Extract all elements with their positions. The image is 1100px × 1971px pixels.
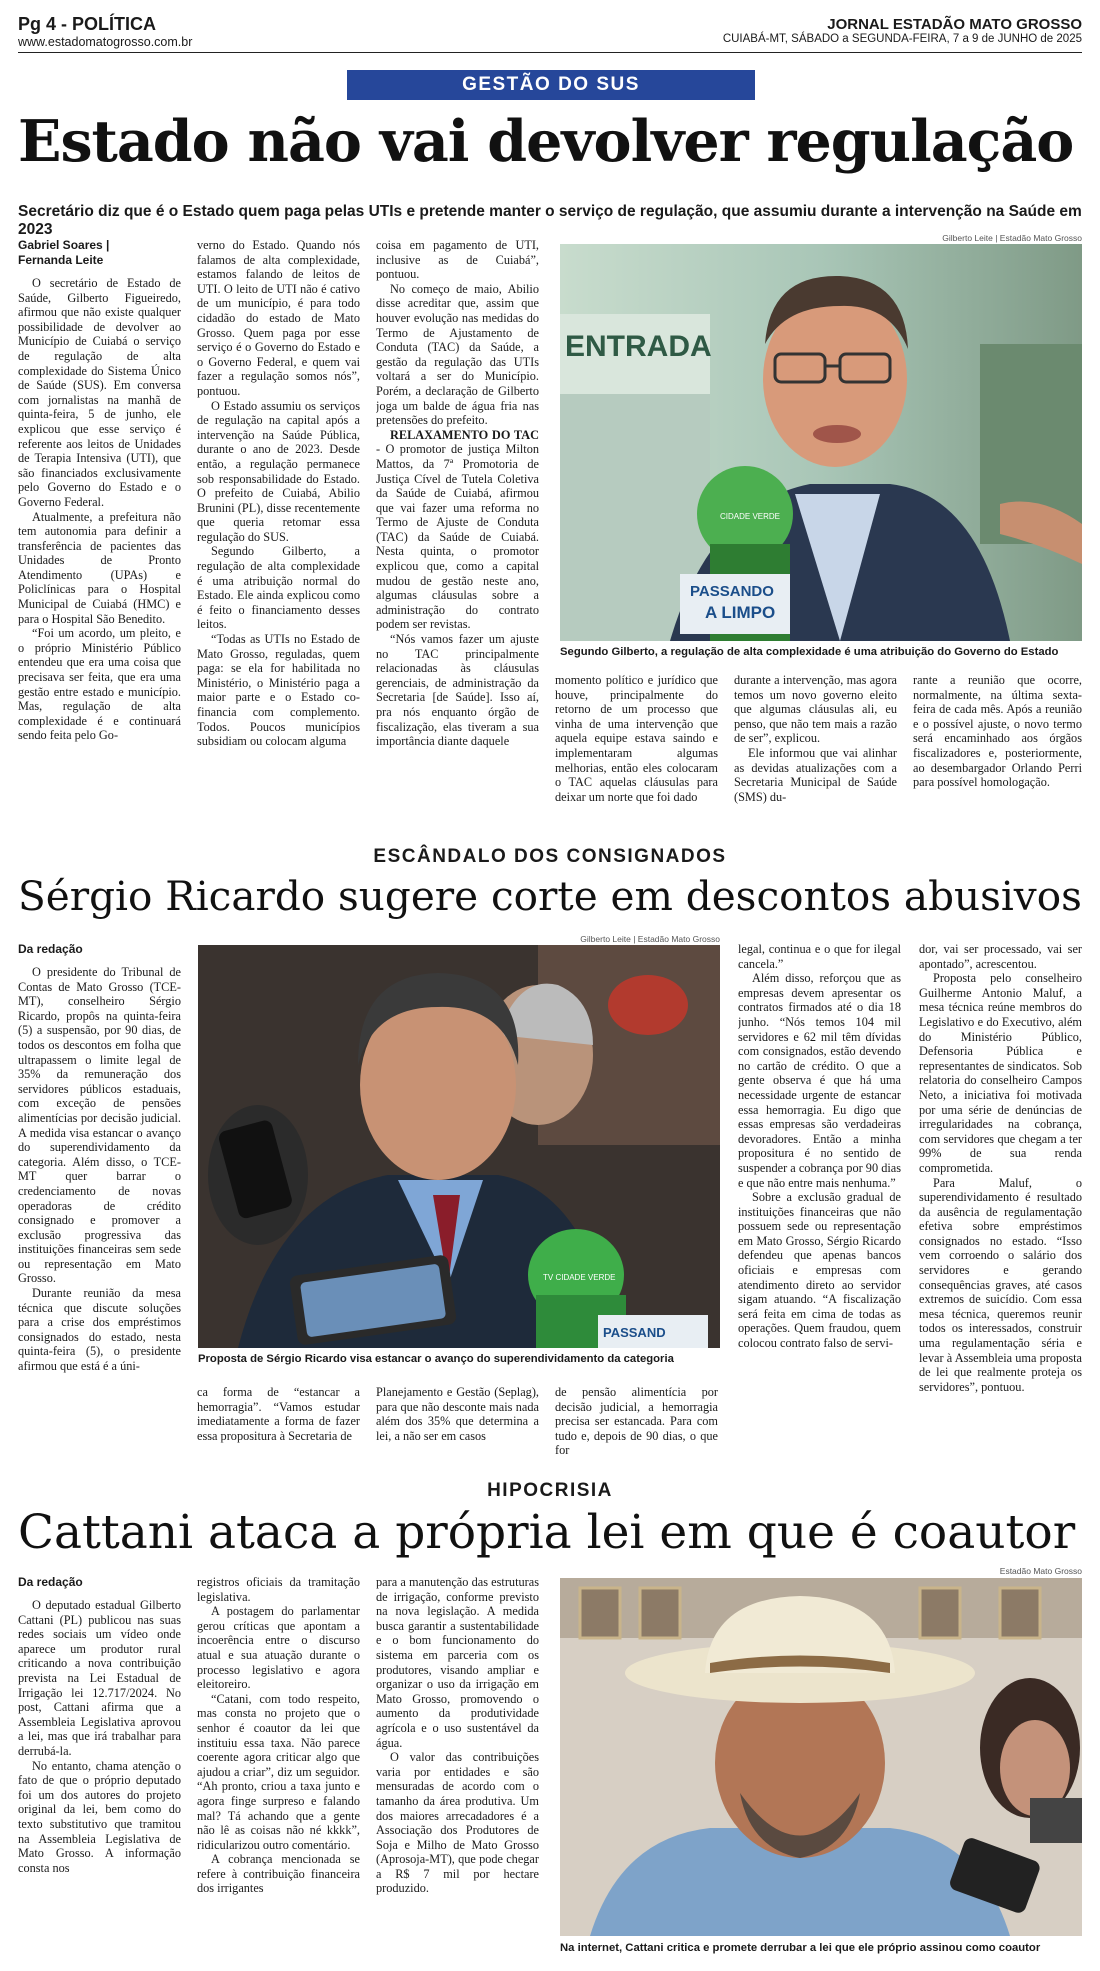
article2-photo-credit: Gilberto Leite | Estadão Mato Grosso	[580, 934, 720, 944]
article1-photo-credit: Gilberto Leite | Estadão Mato Grosso	[942, 233, 1082, 243]
microphone-text-1: PASSANDO	[690, 583, 774, 600]
paragraph: Ele informou que vai alinhar as devidas atualizações com a Secretaria Municipal de Saúde (SMS) du-	[734, 745, 897, 804]
article3-column-3	[376, 1575, 539, 1960]
article3-column-1	[18, 1575, 181, 1960]
dateline: CUIABÁ-MT, SÁBADO a SEGUNDA-FEIRA, 7 a 9 de JUNHO de 2025	[722, 33, 1082, 45]
article1-caption: Segundo Gilberto, a regulação de alta complexidade é uma atribuição do Governo do Estado	[560, 646, 1059, 658]
photo-sign-text: ENTRADA	[565, 330, 712, 363]
paragraph: rante a reunião que ocorre, normalmente, na última sexta-feira de cada mês. Após a reunião e o possível ajuste, o novo termo será encaminhado aos órgãos fiscalizadores e, posteriormente, ao desembargador Orlando Perri para possível homologação.	[913, 673, 1082, 790]
paragraph: dor, vai ser processado, vai ser apontado”, acrescentou.	[919, 942, 1082, 971]
article1-photo	[560, 244, 1082, 641]
paragraph: Sobre a exclusão gradual de instituições financeiras que não possuem sede ou representação em Mato Grosso, Sérgio Ricardo defendeu que apenas bancos oficiais e empresas com atendimento direto ao servidor sigam atuando. “A fiscalização será feita em cima de todas as operações. Quem fraudou, quem colocou contrato falso de servi-	[738, 1190, 901, 1351]
paragraph: “Catani, com todo respeito, mas consta no projeto que o senhor é coautor da lei que instituiu essa taxa. Não parece coerente agora criticar algo que ajudou a criar”, diz um seguidor. “Ah pronto, criou a taxa junto e agora finge surpreso e falando mal? Tá achando que a gente não lê as coisas não né kkkk”, ridicularizou outro comentário.	[197, 1691, 360, 1852]
article1-byline	[18, 238, 181, 268]
article2-column-1	[18, 942, 181, 1462]
paragraph: coisa em pagamento de UTI, inclusive as de Cuiabá”, pontuou.	[376, 238, 539, 282]
site-url[interactable]: www.estadomatogrosso.com.br	[18, 35, 193, 49]
paragraph: O presidente do Tribunal de Contas de Mato Grosso (TCE-MT), conselheiro Sérgio Ricardo, propôs na quinta-feira (5) a suspensão, por 90 dias, de todos os descontos em folha que ultrapassem o limite legal de 35% da remuneração dos servidores públicos estaduais, com exceção de pensões alimentícias por decisão judicial. A medida visa estancar o avanço do superendividamento da categoria. Além disso, o TCE-MT quer barrar o credenciamento de novas operadoras de crédito consignado e promover a exclusão progressiva das instituições financeiras sem sede ou representação em Mato Grosso.	[18, 965, 181, 1286]
paragraph: registros oficiais da tramitação legislativa.	[197, 1575, 360, 1604]
article1-deck: Secretário diz que é o Estado quem paga pelas UTIs e pretende manter o serviço de regulação, que assumiu durante a intervenção na Saúde em 2023	[18, 203, 1082, 238]
paragraph: “Nós vamos fazer um ajuste no TAC principalmente relacionadas às cláusulas gerenciais, de administração da Secretaria [de Saúde]. Isso aí, pra nós enquanto órgão de fiscalização, elas tiveram a sua importância diante daquele	[376, 632, 539, 749]
page-header-right	[723, 16, 1082, 45]
article3-photo-credit: Estadão Mato Grosso	[999, 1566, 1082, 1576]
paragraph: No entanto, chama atenção o fato de que o próprio deputado foi um dos autores do projeto original da lei, bem como do texto substitutivo que tramitou na Assembleia Legislativa de Mato Grosso. A informação consta nos	[18, 1758, 181, 1875]
article2-column-6	[919, 942, 1082, 1462]
article2-byline: Da redação	[18, 942, 83, 956]
microphone-text-2: A LIMPO	[705, 603, 776, 622]
paragraph: Planejamento e Gestão (Seplag), para que não desconte mais nada além dos 35% que determina a lei, a não ser em casos	[376, 1385, 539, 1443]
paragraph: Proposta pelo conselheiro Guilherme Antonio Maluf, a mesa técnica reúne membros do Legislativo e do Executivo, além do Ministério Público, Defensoria Pública e representantes de sindicatos. Sob relatoria do conselheiro Campos Neto, a iniciativa foi motivada por uma série de denúncias de irregularidades na cobrança, com servidores que chegam a ter 99% de sua renda comprometida.	[919, 971, 1082, 1175]
newspaper-name: JORNAL ESTADÃO MATO GROSSO	[827, 16, 1082, 33]
paragraph-text: - O promotor de justiça Milton Mattos, da 7ª Promotoria de Justiça Cível de Tutela Coletiva da Saúde de Cuiabá, afirmou que vai fazer uma reforma no Termo de Ajuste de Conduta (TAC) da Saúde de Cuiabá. Nesta quinta, o promotor explicou que, como a capital mudou de gestão neste ano, algumas cláusulas sobre a administração do contrato podem ser revistas.	[376, 442, 539, 632]
paragraph: verno do Estado. Quando nós falamos de alta complexidade, estamos falando de leitos de UTI. O leito de UTI não é cativo de um município, é para todo cidadão do estado de Mato Grosso. Quem paga por esse serviço é o Governo do Estado e o Governo Federal, e quem vai fazer a regulação somos nós”, pontuou.	[197, 238, 360, 398]
paragraph: Segundo Gilberto, a regulação de alta complexidade é uma atribuição normal do Estado. Ele ainda explicou como é feito o financiamento desses leitos.	[197, 544, 360, 632]
article1-subhead: RELAXAMENTO DO TAC	[390, 427, 539, 442]
article1-column-4	[555, 673, 718, 828]
paragraph: O deputado estadual Gilberto Cattani (PL) publicou nas suas redes sociais um vídeo onde aparece um produtor rural criticando a nova contribuição prevista na Lei Estadual de Irrigação lei 12.717/2024. No post, Cattani afirma que a Assembleia Legislativa aprovou a lei, mas que irá trabalhar para derrubá-la.	[18, 1598, 181, 1758]
article2-column-5	[738, 942, 901, 1462]
article3-headline: Cattani ataca a própria lei em que é coautor	[18, 1505, 1076, 1560]
article1-column-5	[734, 673, 897, 828]
article3-kicker: HIPOCRISIA	[487, 1480, 613, 1501]
article1-column-2	[197, 238, 360, 828]
byline-author-1: Gabriel Soares |	[18, 238, 110, 252]
paragraph: A postagem do parlamentar gerou críticas que apontam a incoerência entre o discurso atual e sua atuação durante o processo legislativo e agora eleitoreiro.	[197, 1604, 360, 1692]
article2-column-2	[197, 1385, 360, 1462]
microphone-text: PASSAND	[603, 1325, 666, 1340]
article2-photo	[198, 945, 720, 1348]
paragraph: de pensão alimentícia por decisão judicial, a hemorragia precisa ser estancada. Para com tudo e, depois de 90 dias, o que for	[555, 1385, 718, 1458]
microphone-logo-text: TV CIDADE VERDE	[543, 1273, 616, 1282]
page-header-left	[18, 14, 192, 49]
header-rule	[18, 52, 1082, 53]
article3-photo	[560, 1578, 1082, 1936]
article1-kicker: GESTÃO DO SUS	[347, 70, 755, 100]
microphone-logo-text: CIDADE VERDE	[720, 512, 781, 521]
paragraph: A cobrança mencionada se refere à contribuição financeira dos irrigantes	[197, 1852, 360, 1896]
paragraph	[376, 428, 539, 632]
paragraph: “Todas as UTIs no Estado de Mato Grosso, reguladas, quem paga: se ela for habilitada no Ministério, o Ministério paga a maior parte e o Estado co-financia com complemento. Todos. Poucos municípios subsidiam ou colocam alguma	[197, 632, 360, 749]
article3-byline: Da redação	[18, 1575, 83, 1589]
paragraph: legal, continua e o que for ilegal cancela.”	[738, 942, 901, 971]
article3-caption: Na internet, Cattani critica e promete derrubar a lei que ele próprio assinou como coautor	[560, 1942, 1041, 1954]
paragraph: ca forma de “estancar a hemorragia”. “Vamos estudar imediatamente a forma de fazer essa propositura à Secretaria de	[197, 1385, 360, 1443]
article1-column-1	[18, 238, 181, 828]
article1-headline: Estado não vai devolver regulação	[18, 108, 1074, 175]
article2-caption: Proposta de Sérgio Ricardo visa estancar o avanço do superendividamento da categoria	[198, 1353, 674, 1365]
article2-column-3	[376, 1385, 539, 1462]
paragraph: O valor das contribuições varia por entidades e são mensuradas de acordo com o tamanho da área produtiva. Um dos maiores arrecadadores é a Associação dos Produtores de Soja e Milho de Mato Grosso (Aprosoja-MT), que pode chegar a R$ 7 mil por hectare produzido.	[376, 1750, 539, 1896]
article3-column-2	[197, 1575, 360, 1960]
paragraph: No começo de maio, Abilio disse acreditar que, assim que houver evolução nas medidas do Termo de Ajustamento de Conduta (TAC) da Saúde, a gestão da regulação das UTIs voltará a ser do Município. Porém, a declaração de Gilberto joga um balde de água fria nas pretensões do prefeito.	[376, 281, 539, 428]
paragraph: para a manutenção das estruturas de irrigação, conforme previsto na nova legislação. A medida busca garantir a sustentabilidade e o bom funcionamento do sistema em parceria com os produtores, visando ampliar e organizar o uso da irrigação em Mato Grosso, promovendo o aumento da produtividade agrícola e o uso sustentável da água.	[376, 1575, 539, 1750]
paragraph: durante a intervenção, mas agora temos um novo governo eleito que algumas cláusulas ali, eu penso, que não tem mais a razão de ser”, explicou.	[734, 673, 897, 746]
article2-headline: Sérgio Ricardo sugere corte em descontos abusivos	[18, 872, 1082, 920]
byline-author-2: Fernanda Leite	[18, 253, 104, 267]
paragraph: Durante reunião da mesa técnica que discute soluções para a crise dos empréstimos consignados do estado, nesta quinta-feira (5), o presidente afirmou que está é a úni-	[18, 1286, 181, 1374]
paragraph: Além disso, reforçou que as empresas devem apresentar os contratos firmados até o dia 18 junho. “Nós temos 104 mil servidores e 62 mil têm dívidas com consignados, estão devendo no cartão de crédito. O que a gente observa é que há uma necessidade urgente de estancar essa hemorragia. Eu digo que essas empresas são verdadeiras devoradores. Então a minha propositura é no sentido de suspender a cobrança por 90 dias e que não entre mais nenhuma.”	[738, 971, 901, 1190]
article1-column-3	[376, 238, 539, 828]
paragraph: momento político e jurídico que houve, principalmente do retorno de um processo que vinha de uma intervenção que aquela equipe estava saindo e implementaram algumas melhorias, então eles colocaram o TAC aquelas cláusulas para deixar um norte que foi dado	[555, 673, 718, 804]
paragraph: Para Maluf, o superendividamento é resultado da ausência de regulamentação efetiva sobre empréstimos consignados no estado. “Isso vem corroendo o salário dos servidores e gerando consequências graves, até casos extremos de suicídio. Com essa mesa técnica, queremos reunir todos os interessados, construir uma regulamentação séria e levar à Assembleia uma proposta de lei que realmente proteja os servidores”, pontuou.	[919, 1175, 1082, 1394]
paragraph: “Foi um acordo, um pleito, e o próprio Ministério Público entendeu que era uma coisa que precisava ser feita, que era uma gestão entre estado e município. Mas, regulação de alta complexidade é e continuará sendo feita pelo Go-	[18, 626, 181, 743]
article1-column-6	[913, 673, 1082, 828]
section-label: Pg 4 - POLÍTICA	[18, 14, 157, 34]
paragraph: Atualmente, a prefeitura não tem autonomia para definir a transferência de pacientes das Unidades de Pronto Atendimento (UPAs) e Policlínicas para o Hospital Municipal de Cuiabá (HMC) e para o Hospital São Benedito.	[18, 509, 181, 626]
paragraph: O secretário de Estado de Saúde, Gilberto Figueiredo, afirmou que não existe qualquer possibilidade de devolver ao Município de Cuiabá o serviço de regulação de alta complexidade do Sistema Único de Saúde (SUS). Em conversa com jornalistas na manhã de quinta-feira, 5 de junho, ele explicou que esse serviço é referente aos leitos de Unidades de Terapia Intensiva (UTI), que são financiados exclusivamente pelo Governo do Estado e o Governo Federal.	[18, 276, 181, 509]
article2-kicker: ESCÂNDALO DOS CONSIGNADOS	[373, 846, 727, 867]
article2-column-4	[555, 1385, 718, 1462]
paragraph: O Estado assumiu os serviços de regulação na capital após a intervenção na Saúde Pública, durante o ano de 2023. Desde então, a regulação permanece sob responsabilidade do Estado. O prefeito de Cuiabá, Abilio Brunini (PL), disse recentemente que queria retomar essa regulação do SUS.	[197, 398, 360, 544]
